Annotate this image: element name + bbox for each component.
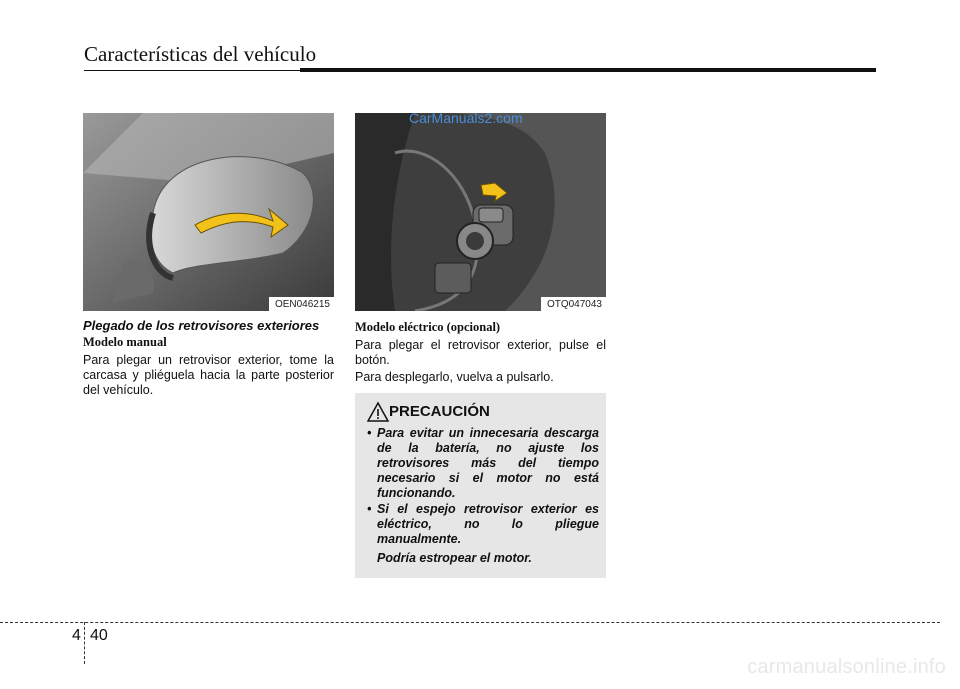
warning-triangle-icon (367, 401, 389, 423)
image-code: OTQ047043 (541, 297, 606, 311)
caution-item-text: Para evitar un innecesaria descarga de la batería, no ajuste los retrovisores más del tiempo necesario si el motor no está funcionando. (377, 426, 599, 500)
door-switch-illustration (355, 113, 606, 311)
electric-mirror-section (355, 318, 606, 387)
site-watermark: carmanualsonline.info (747, 656, 946, 678)
caution-item-text: Si el espejo retrovisor exterior es eléctrico, no lo pliegue manualmente. (377, 502, 599, 546)
page-header-title: Características del vehículo (84, 42, 317, 66)
caution-bullet: • (367, 426, 372, 440)
footer-rule (0, 622, 940, 623)
caution-item (367, 502, 599, 547)
caution-bullet: • (367, 502, 372, 516)
mirror-illustration (83, 113, 334, 311)
image-code: OEN046215 (269, 297, 334, 311)
caution-extra-text: Podría estropear el motor. (377, 551, 532, 565)
caution-box (355, 393, 606, 578)
chapter-number: 4 (72, 627, 81, 644)
electric-paragraph-fold: Para plegar el retrovisor exterior, pulse el botón. (355, 338, 606, 367)
header-rule-bold (300, 68, 876, 72)
manual-mirror-section (83, 318, 334, 400)
caution-title: PRECAUCIÓN (389, 403, 490, 420)
watermark-text: CarManuals2.com (409, 110, 523, 126)
section-heading: Plegado de los retrovisores exteriores (83, 318, 320, 333)
manual-model-subheading: Modelo manual (83, 335, 167, 349)
door-switch-photo (355, 113, 606, 311)
electric-paragraph-unfold: Para desplegarlo, vuelva a pulsarlo. (355, 370, 554, 384)
caution-list (367, 426, 599, 566)
electric-model-subheading: Modelo eléctrico (opcional) (355, 320, 501, 334)
manual-model-paragraph: Para plegar un retrovisor exterior, tome la carcasa y pliéguela hacia la parte posterior del vehículo. (83, 353, 334, 397)
caution-item (367, 426, 599, 501)
header-rule (84, 70, 300, 71)
mirror-fold-photo (83, 113, 334, 311)
page-number: 40 (90, 627, 108, 644)
footer-divider (84, 622, 85, 664)
